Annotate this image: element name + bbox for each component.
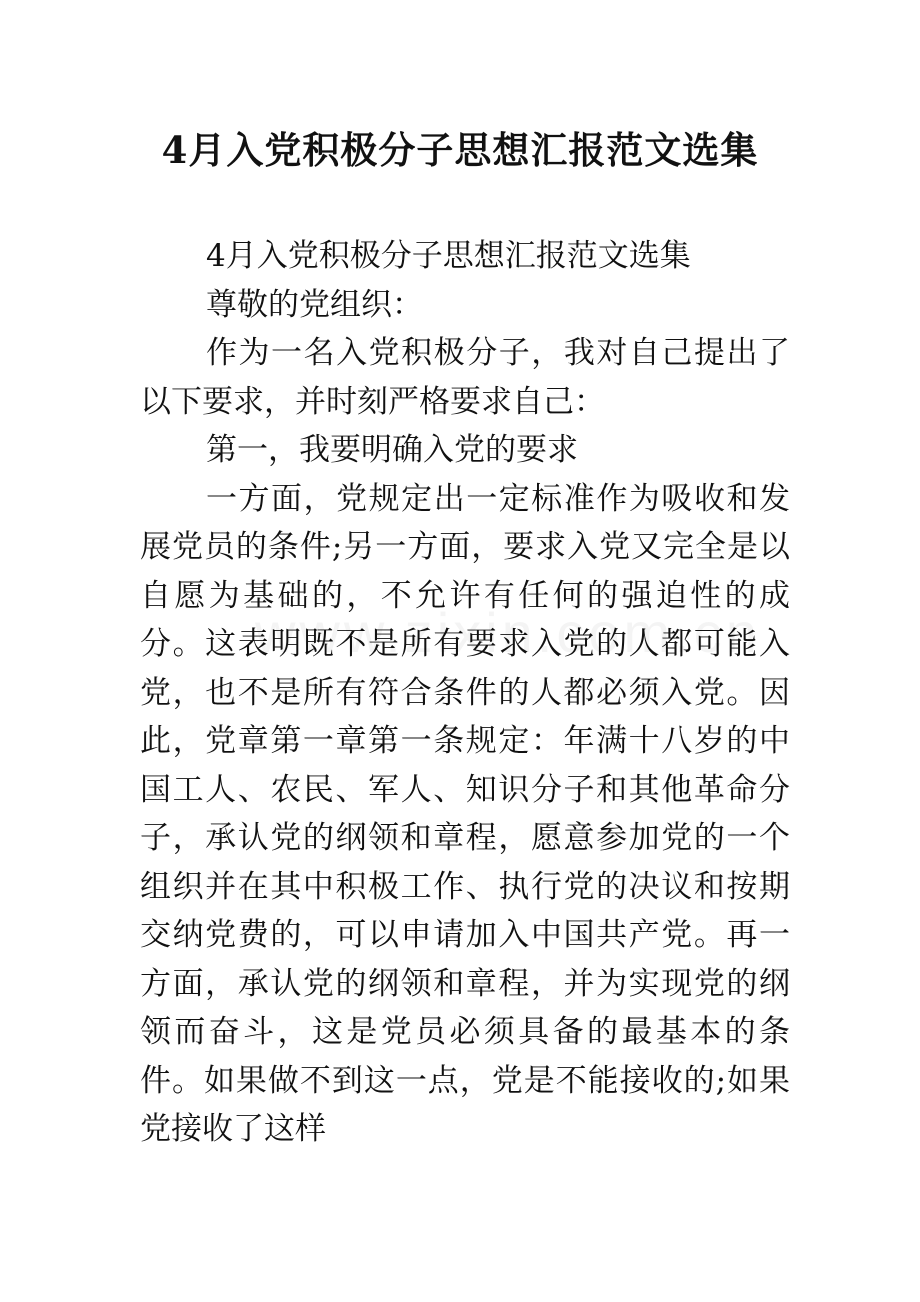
paragraph-heading-first: 第一，我要明确入党的要求 — [206, 432, 578, 468]
paragraph-salutation: 尊敬的党组织： — [206, 286, 423, 323]
paragraph-intro: 作为一名入党积极分子，我对自己提出了以下要求，并时刻严格要求自己： — [140, 335, 790, 420]
document-body — [140, 232, 790, 1154]
paragraph-subtitle: 4月入党积极分子思想汇报范文选集 — [206, 238, 691, 274]
paragraph-main: 一方面，党规定出一定标准作为吸收和发展党员的条件;另一方面，要求入党又完全是以自愿为基础的，不允许有任何的强迫性的成分。这表明既不是所有要求入党的人都可能入党，也不是所有符合条件的人都必须入党。因此，党章第一章第一条规定：年满十八岁的中国工人、农民、军人、知识分子和其他革命分子，承认党的纲领和章程，愿意参加党的一个组织并在其中积极工作、执行党的决议和按期交纳党费的，可以申请加入中国共产党。再一方面，承认党的纲领和章程，并为实现党的纲领而奋斗，这是党员必须具备的最基本的条件。如果做不到这一点，党是不能接收的;如果党接收了这样 — [140, 480, 790, 1147]
document-title: 4月入党积极分子思想汇报范文选集 — [161, 128, 759, 172]
